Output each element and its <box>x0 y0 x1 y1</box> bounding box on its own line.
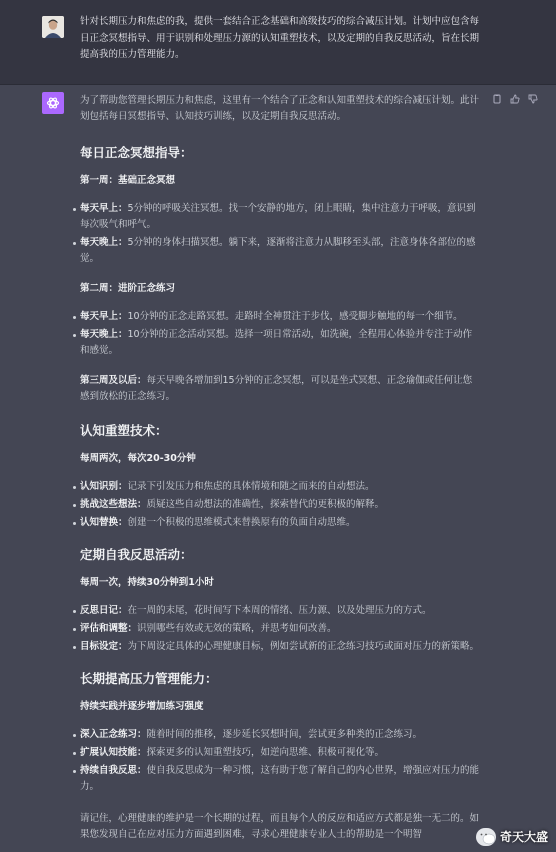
week3-text: 每天早晚各增加到15分钟的正念冥想，可以是坐式冥想、正念瑜伽或任何让您感到放松的正念练习。 <box>80 375 473 402</box>
section-daily-meditation <box>80 145 480 405</box>
section-subtitle: 持续实践并逐步增加练习强度 <box>80 701 204 712</box>
list-item <box>80 745 480 761</box>
item-label: 深入正念练习： <box>80 729 147 740</box>
section-self-reflection <box>80 547 480 655</box>
section-subtitle: 每周两次，每次20-30分钟 <box>80 453 196 464</box>
week3-label: 第三周及以后： <box>80 375 147 386</box>
user-message <box>0 0 556 85</box>
week2-title: 第二周：进阶正念练习 <box>80 283 176 294</box>
section-title: 每日正念冥想指导： <box>80 145 193 160</box>
cognitive-list <box>80 479 480 531</box>
list-item <box>80 201 480 233</box>
item-text: 5分钟的身体扫描冥想。躺下来，逐渐将注意力从脚移至头部，注意身体各部位的感觉。 <box>80 237 476 264</box>
list-item <box>80 639 480 655</box>
week1-list <box>80 201 480 267</box>
item-label: 扩展认知技能： <box>80 747 147 758</box>
section-title: 长期提高压力管理能力： <box>80 671 218 686</box>
user-avatar <box>42 16 64 38</box>
item-text: 质疑这些自动想法的准确性，探索替代的更积极的解释。 <box>146 499 385 510</box>
item-label: 挑战这些想法： <box>80 499 147 510</box>
item-label: 持续自我反思： <box>80 765 147 776</box>
closing-paragraph: 请记住，心理健康的维护是一个长期的过程，而且每个人的反应和适应方式都是独一无二的。如果您发现自己在应对压力方面遇到困难，寻求心理健康专业人士的帮助是一个明智 <box>80 813 480 840</box>
item-label: 每天晚上： <box>80 237 128 248</box>
item-text: 探索更多的认知重塑技巧，如逆向思维、积极可视化等。 <box>146 747 385 758</box>
list-item <box>80 309 480 325</box>
section-long-term <box>80 671 480 795</box>
list-item <box>80 603 480 619</box>
chatgpt-logo-icon <box>42 92 64 114</box>
section-cognitive-reframing <box>80 423 480 531</box>
week2-list <box>80 309 480 359</box>
watermark-text: 奇天大盛 <box>499 830 548 844</box>
item-label: 认知替换： <box>80 517 128 528</box>
item-text: 创建一个积极的思维模式来替换原有的负面自动思维。 <box>127 517 356 528</box>
long-term-list <box>80 727 480 795</box>
list-item <box>80 327 480 359</box>
item-text: 识别哪些有效或无效的策略，并思考如何改善。 <box>137 623 337 634</box>
week1-title: 第一周：基础正念冥想 <box>80 175 176 186</box>
list-item <box>80 763 480 795</box>
thumbs-down-icon[interactable] <box>528 94 538 104</box>
item-text: 10分钟的正念活动冥想。选择一项日常活动，如洗碗，全程用心体验并专注于动作和感觉。 <box>80 329 473 356</box>
item-label: 每天晚上： <box>80 329 128 340</box>
list-item <box>80 621 480 637</box>
intro-paragraph: 为了帮助您管理长期压力和焦虑，这里有一个结合了正念和认知重塑技术的综合减压计划。此计划包括每日冥想指导、认知技巧训练，以及定期自我反思活动。 <box>80 95 480 122</box>
week3-paragraph <box>80 373 480 405</box>
item-label: 目标设定： <box>80 641 128 652</box>
list-item <box>80 727 480 743</box>
item-label: 评估和调整： <box>80 623 138 634</box>
watermark <box>476 828 548 846</box>
item-text: 5分钟的呼吸关注冥想。找一个安静的地方，闭上眼睛，集中注意力于呼吸，意识到每次吸气和呼气。 <box>80 203 476 230</box>
copy-icon[interactable] <box>492 94 502 104</box>
assistant-message <box>80 93 480 843</box>
message-actions <box>492 94 538 104</box>
item-text: 记录下引发压力和焦虑的具体情境和随之而来的自动想法。 <box>127 481 375 492</box>
item-text: 随着时间的推移，逐步延长冥想时间，尝试更多种类的正念练习。 <box>146 729 423 740</box>
list-item <box>80 515 480 531</box>
item-label: 每天早上： <box>80 203 128 214</box>
user-message-text: 针对长期压力和焦虑的我，提供一套结合正念基础和高级技巧的综合减压计划。计划中应包含每日正念冥想指导、用于识别和处理压力源的认知重塑技术，以及定期的自我反思活动，旨在长期提高我的压力管理能力。 <box>80 16 480 60</box>
item-text: 10分钟的正念走路冥想。走路时全神贯注于步伐，感受脚步触地的每一个细节。 <box>127 311 463 322</box>
item-label: 反思日记： <box>80 605 128 616</box>
section-title: 定期自我反思活动： <box>80 547 193 562</box>
section-title: 认知重塑技术： <box>80 423 168 438</box>
thumbs-up-icon[interactable] <box>510 94 520 104</box>
list-item <box>80 497 480 513</box>
item-text: 在一周的末尾，花时间写下本周的情绪、压力源、以及处理压力的方式。 <box>127 605 432 616</box>
item-label: 认知识别： <box>80 481 128 492</box>
item-text: 使自我反思成为一种习惯，这有助于您了解自己的内心世界，增强应对压力的能力。 <box>80 765 480 792</box>
wechat-icon <box>476 828 496 846</box>
reflection-list <box>80 603 480 655</box>
section-subtitle: 每周一次，持续30分钟到1小时 <box>80 577 214 588</box>
item-text: 为下周设定具体的心理健康目标，例如尝试新的正念练习技巧或面对压力的新策略。 <box>127 641 480 652</box>
item-label: 每天早上： <box>80 311 128 322</box>
list-item <box>80 479 480 495</box>
list-item <box>80 235 480 267</box>
